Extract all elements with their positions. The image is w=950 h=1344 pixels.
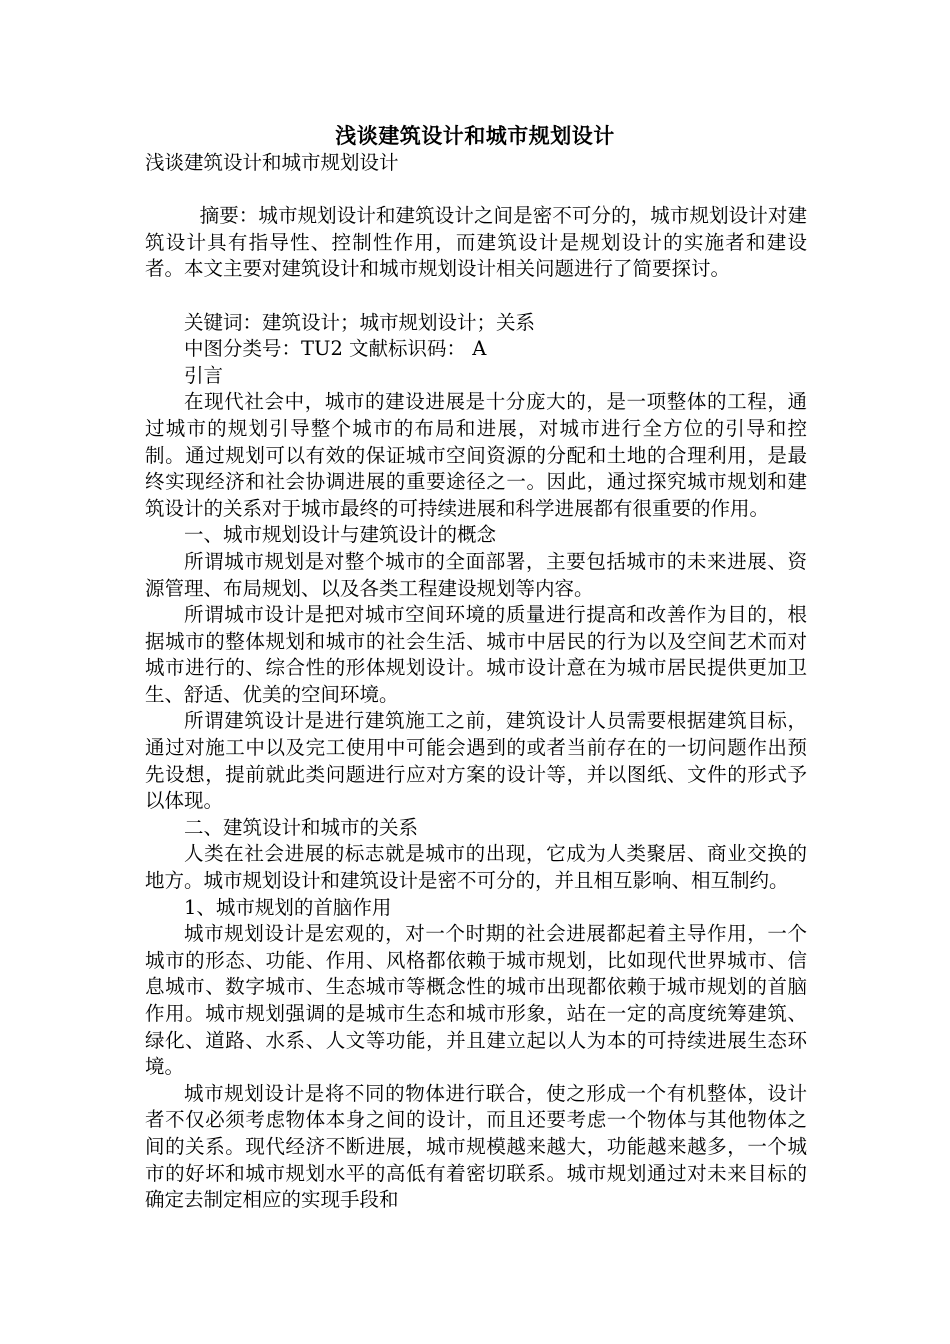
intro-paragraph: 在现代社会中，城市的建设进展是十分庞大的，是一项整体的工程，通过城市的规划引导整个城市的布局和进展，对城市进行全方位的引导和控制。通过规划可以有效的保证城市空间资源的分配和土地的合理利用，是最终实现经济和社会协调进展的重要途径之一。因此，通过探究城市规划和建筑设计的关系对于城市最终的可持续进展和科学进展都有很重要的作用。 — [145, 390, 807, 520]
section2-paragraph: 人类在社会进展的标志就是城市的出现，它成为人类聚居、商业交换的地方。城市规划设计和建筑设计是密不可分的，并且相互影响、相互制约。 — [145, 842, 807, 893]
document-title: 浅谈建筑设计和城市规划设计 — [335, 124, 615, 148]
document-subtitle: 浅谈建筑设计和城市规划设计 — [145, 151, 399, 174]
section1-paragraph: 所谓城市规划是对整个城市的全面部署，主要包括城市的未来进展、资源管理、布局规划、以及各类工程建设规划等内容。 — [145, 549, 807, 600]
intro-heading: 引言 — [184, 363, 224, 387]
section1-paragraph: 所谓建筑设计是进行建筑施工之前，建筑设计人员需要根据建筑目标，通过对施工中以及完工使用中可能会遇到的或者当前存在的一切问题作出预先设想，提前就此类问题进行应对方案的设计等，并以图纸、文件的形式予以体现。 — [145, 709, 807, 813]
document-body — [145, 150, 807, 1214]
spacer — [145, 283, 807, 310]
section2-heading: 二、建筑设计和城市的关系 — [184, 815, 419, 839]
spacer — [145, 177, 807, 204]
section2-1-heading: 1、城市规划的首脑作用 — [184, 895, 392, 919]
classification-line: 中图分类号：TU2 文献标识码： A — [184, 337, 487, 361]
section1-paragraph: 所谓城市设计是把对城市空间环境的质量进行提高和改善作为目的，根据城市的整体规划和城市的社会生活、城市中居民的行为以及空间艺术而对城市进行的、综合性的形体规划设计。城市设计意在为城市居民提供更加卫生、舒适、优美的空间环境。 — [145, 603, 807, 706]
section1-heading: 一、城市规划设计与建筑设计的概念 — [184, 523, 497, 547]
section2-1-paragraph: 城市规划设计是将不同的物体进行联合，使之形成一个有机整体，设计者不仅必须考虑物体本身之间的设计，而且还要考虑一个物体与其他物体之间的关系。现代经济不断进展，城市规模越来越大，功能越来越多，一个城市的好坏和城市规划水平的高低有着密切联系。城市规划通过对未来目标的确定去制定相应的实现手段和 — [145, 1081, 807, 1212]
keywords-line: 关键词：建筑设计；城市规划设计；关系 — [184, 310, 536, 334]
abstract-paragraph: 摘要：城市规划设计和建筑设计之间是密不可分的，城市规划设计对建筑设计具有指导性、控制性作用，而建筑设计是规划设计的实施者和建设者。本文主要对建筑设计和城市规划设计相关问题进行了简要探讨。 — [145, 204, 807, 281]
section2-1-paragraph: 城市规划设计是宏观的，对一个时期的社会进展都起着主导作用，一个城市的形态、功能、作用、风格都依赖于城市规划，比如现代世界城市、信息城市、数字城市、生态城市等概念性的城市出现都依赖于城市规划的首脑作用。城市规划强调的是城市生态和城市形象，站在一定的高度统筹建筑、绿化、道路、水系、人文等功能，并且建立起以人为本的可持续进展生态环境。 — [145, 922, 807, 1079]
